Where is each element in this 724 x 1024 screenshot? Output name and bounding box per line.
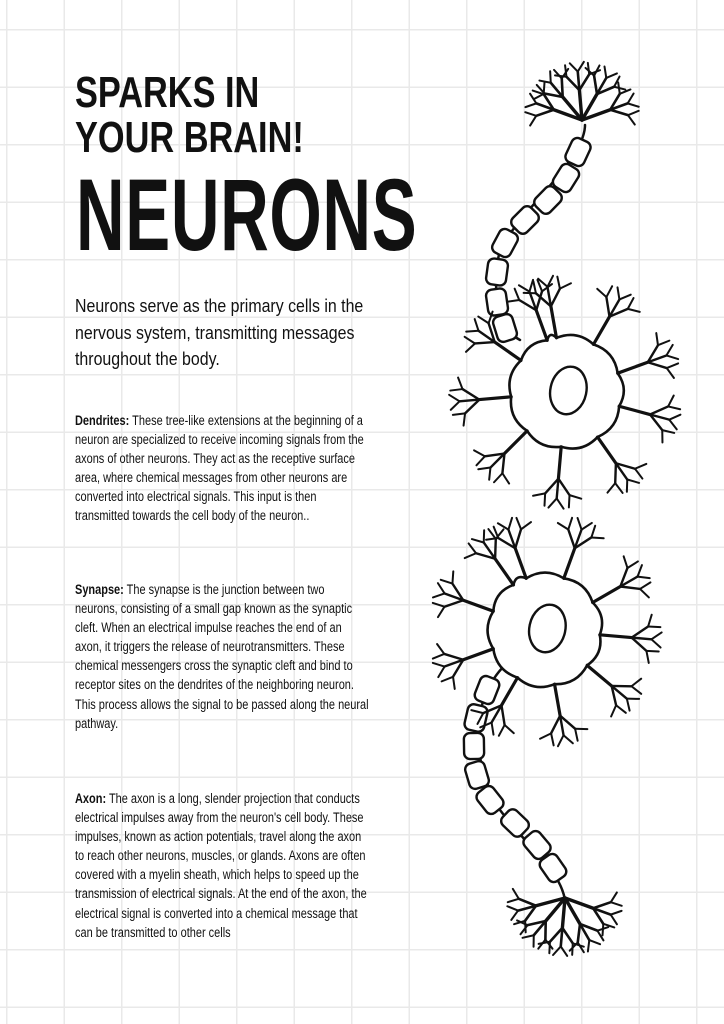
dendrite-branch bbox=[502, 678, 518, 706]
dendrite-branch bbox=[624, 556, 628, 568]
dendrite-branch bbox=[433, 663, 445, 667]
dendrite-branch bbox=[632, 626, 648, 637]
section-term: Synapse: bbox=[75, 582, 124, 597]
dendrite-branch bbox=[533, 493, 545, 495]
dendrite-branch bbox=[628, 115, 635, 124]
myelin-sheath-segment bbox=[499, 807, 532, 839]
dendrite-branch bbox=[499, 725, 505, 736]
dendrite-branch bbox=[540, 733, 551, 738]
dendrite-branch bbox=[635, 464, 646, 469]
dendrite-branch bbox=[598, 437, 616, 463]
dendrite-branch bbox=[548, 498, 556, 507]
myelin-sheath-segment bbox=[485, 258, 508, 286]
dendrite-branch bbox=[438, 667, 444, 678]
dendrite-branch bbox=[502, 705, 505, 725]
dendrite-branch bbox=[558, 523, 568, 530]
myelin-sheath-segment bbox=[509, 204, 542, 237]
dendrite-branch bbox=[627, 480, 639, 483]
myelin-sheath-segment bbox=[464, 733, 484, 759]
dendrite-branch bbox=[611, 902, 622, 906]
dendrite-branch bbox=[618, 362, 648, 373]
dendrite-branch bbox=[638, 577, 650, 578]
dendrite-branch bbox=[433, 654, 444, 659]
dendrite-branch bbox=[638, 565, 642, 576]
dendrite-branch bbox=[444, 600, 463, 606]
dendrite-branch bbox=[582, 523, 592, 530]
dendrite-branch bbox=[507, 906, 518, 910]
dendrite-branch bbox=[611, 915, 617, 925]
dendrite-branch bbox=[492, 723, 494, 735]
dendrite-branch bbox=[617, 287, 619, 299]
dendrite-branch bbox=[554, 70, 562, 79]
dendrite-branch bbox=[553, 946, 561, 955]
dendrite-branch bbox=[452, 571, 453, 583]
dendrite-branch bbox=[593, 902, 611, 908]
intro-text: Neurons serve as the primary cells in the nervous system, transmitting messages throughout the body. bbox=[75, 295, 364, 369]
myelin-sheath-segment bbox=[485, 288, 508, 317]
dendrite-branch bbox=[668, 395, 674, 406]
dendrite-branch bbox=[478, 317, 488, 324]
dendrite-branch bbox=[606, 286, 612, 297]
dendrite-branch bbox=[466, 331, 478, 332]
dendrite-branch bbox=[669, 420, 677, 430]
dendrite-branch bbox=[438, 607, 445, 617]
dendrite-branch bbox=[610, 110, 628, 115]
dendrite-branch bbox=[587, 665, 612, 686]
dendrite-branch bbox=[544, 83, 545, 95]
dendrite-branch bbox=[441, 580, 453, 584]
dendrite-branch bbox=[544, 493, 545, 505]
dendrite-branch bbox=[656, 333, 658, 345]
dendrite-branch bbox=[666, 345, 672, 356]
dendrite-branch bbox=[620, 587, 640, 589]
dendrite-branch bbox=[564, 548, 575, 578]
dendrite-branch bbox=[588, 940, 589, 951]
dendrite-branch bbox=[627, 699, 630, 711]
dendrite-branch bbox=[558, 447, 561, 479]
section-text: These tree-like extensions at the beginning of a neuron are specialized to receive incoming signals from the axons of other neurons. They act as the receptive surface area, where chemical messages from other neurons are converted into electrical signals. This input is then transmitted towards the cell body of the neuron.. bbox=[75, 413, 364, 524]
dendrite-branch bbox=[555, 684, 561, 716]
dendrite-branch bbox=[667, 368, 674, 378]
dendrite-branch bbox=[551, 306, 557, 338]
dendrite-branch bbox=[557, 498, 564, 508]
dendrite-branch bbox=[551, 733, 554, 745]
dendrite-branch bbox=[478, 468, 490, 470]
dendrite-branch bbox=[502, 473, 509, 483]
dendrite-branch bbox=[495, 559, 513, 585]
dendrite-branch bbox=[433, 603, 445, 607]
dendrite-branch bbox=[588, 63, 589, 74]
dendrite-branch bbox=[523, 935, 534, 938]
dendrite-branch bbox=[658, 341, 669, 346]
dendrite-branch bbox=[650, 406, 668, 414]
dendrite-branch bbox=[551, 289, 560, 307]
dendrite-branch bbox=[551, 716, 560, 734]
dendrite-branch bbox=[635, 469, 642, 479]
dendrite-branch bbox=[458, 378, 462, 389]
dendrite-branch bbox=[442, 677, 453, 682]
section-term: Dendrites: bbox=[75, 413, 130, 428]
dendrite-branch bbox=[575, 729, 578, 741]
dendrite-branch bbox=[619, 295, 630, 300]
dendrite-branch bbox=[449, 395, 459, 402]
dendrite-branch bbox=[589, 940, 600, 944]
dendrite-branch bbox=[505, 725, 514, 733]
dendrite-branch bbox=[433, 593, 445, 597]
dendrite-branch bbox=[611, 892, 617, 902]
dendrite-branch bbox=[463, 649, 493, 660]
dendrite-branch bbox=[591, 526, 595, 538]
dendrite-branch bbox=[646, 651, 648, 663]
dendrite-branch bbox=[578, 518, 582, 530]
dendrite-branch bbox=[515, 289, 520, 300]
dendrite-branch bbox=[516, 518, 521, 529]
dendrite-branch bbox=[667, 363, 678, 368]
dendrite-branch bbox=[564, 735, 573, 743]
dendrite-branch bbox=[533, 281, 536, 293]
dendrite-branch bbox=[519, 899, 536, 906]
dendrite-branch bbox=[475, 319, 479, 331]
dendrite-branch bbox=[511, 911, 518, 920]
dendrite-branch bbox=[615, 483, 622, 493]
dendrite-branch bbox=[474, 450, 485, 456]
dendrite-branch bbox=[475, 342, 495, 343]
dendrite-branch bbox=[508, 518, 512, 530]
dendrite-branch bbox=[451, 401, 460, 410]
dendrite-branch bbox=[529, 280, 533, 292]
subtitle-line-2: YOUR BRAIN! bbox=[75, 113, 304, 162]
dendrite-branch bbox=[578, 62, 584, 72]
dendrite-branch bbox=[640, 589, 649, 598]
dendrite-branch bbox=[640, 582, 650, 589]
section-text: The synapse is the junction between two neurons, consisting of a small gap known as the synaptic cleft. When an electrical impulse reaches the end of an axon, it triggers the release of neurotransmitters. These chemical messengers cross the synaptic cleft and bind to receptor sites on the dendrites of the neighboring neuron. This process allows the signal to be passed along the neural pathway. bbox=[75, 582, 369, 731]
dendrite-branch bbox=[536, 310, 547, 340]
dendrite-branch bbox=[648, 626, 660, 627]
dendrite-branch bbox=[550, 71, 551, 83]
dendrite-branch bbox=[438, 583, 445, 593]
dendrite-branch bbox=[604, 67, 606, 78]
myelin-sheath-segment bbox=[492, 313, 519, 344]
dendrite-branch bbox=[651, 632, 661, 639]
dendrite-branch bbox=[646, 651, 658, 652]
myelin-sheath-segment bbox=[490, 227, 520, 259]
dendrite-branch bbox=[628, 309, 640, 312]
dendrite-branch bbox=[619, 406, 650, 414]
dendrite-branch bbox=[466, 343, 475, 351]
dendrite-branch bbox=[464, 413, 465, 425]
section-term: Axon: bbox=[75, 791, 107, 806]
dendrite-branch bbox=[666, 355, 678, 359]
dendrite-branch bbox=[519, 285, 530, 291]
dendrite-branch bbox=[628, 111, 639, 115]
dendrite-branch bbox=[651, 639, 660, 647]
dendrite-branch bbox=[662, 430, 674, 433]
dendrite-branch bbox=[578, 924, 580, 942]
dendrite-branch bbox=[453, 413, 465, 414]
dendrite-branch bbox=[465, 553, 476, 558]
dendrite-branch bbox=[463, 600, 493, 611]
dendrite-branch bbox=[594, 317, 610, 345]
dendrite-branch bbox=[611, 705, 616, 716]
dendrite-branch bbox=[570, 63, 578, 71]
page-title-text: NEURONS bbox=[76, 158, 418, 272]
dendrite-branch bbox=[627, 561, 637, 568]
dendrite-branch bbox=[628, 93, 634, 103]
dendrite-branch bbox=[568, 529, 574, 548]
dendrite-branch bbox=[444, 654, 463, 660]
dendrite-branch bbox=[463, 389, 480, 400]
dendrite-branch bbox=[557, 277, 560, 289]
dendrite-branch bbox=[465, 337, 475, 344]
dendrite-branch bbox=[631, 679, 641, 687]
dendrite-branch bbox=[648, 615, 652, 627]
dendrite-branch bbox=[616, 705, 626, 713]
section-text: The axon is a long, slender projection that conducts electrical impulses away from the neuron's cell body. These impulses, known as action potentials, travel along the axon to reach other neurons, muscles, or glands. Axons are often covered with a myelin sheath, which helps to speed up the transmission of electrical signals. At the end of the axon, the electrical signal is converted into a chemical message that can be transmitted to other cells bbox=[75, 791, 367, 940]
dendrite-branch bbox=[569, 495, 570, 507]
dendrite-branch bbox=[669, 415, 680, 420]
dendrite-branch bbox=[437, 644, 444, 654]
dendrite-branch bbox=[504, 431, 527, 454]
subtitle-line-1: SPARKS IN bbox=[75, 68, 260, 117]
cell-body bbox=[488, 573, 603, 688]
dendrite-branch bbox=[579, 74, 589, 90]
dendrite-branch bbox=[570, 495, 582, 499]
dendrite-branch bbox=[525, 103, 536, 107]
dendrite-branch bbox=[631, 686, 641, 694]
dendrite-branch bbox=[603, 924, 604, 936]
dendrite-branch bbox=[606, 73, 617, 78]
dendrite-branch bbox=[453, 677, 455, 689]
dendrite-branch bbox=[558, 735, 564, 746]
dendrite-branch bbox=[562, 78, 563, 97]
dendrite-branch bbox=[525, 921, 526, 933]
dendrite-branch bbox=[560, 283, 571, 288]
dendrite-branch bbox=[494, 473, 502, 482]
dendrite-branch bbox=[578, 72, 580, 91]
dendrite-branch bbox=[479, 397, 511, 400]
dendrite-branch bbox=[489, 468, 490, 480]
myelin-sheath-segment bbox=[463, 703, 488, 733]
dendrite-branch bbox=[521, 522, 531, 529]
dendrite-branch bbox=[469, 543, 476, 553]
dendrite-branch bbox=[668, 406, 680, 409]
dendrite-branch bbox=[450, 389, 462, 390]
dendrite-branch bbox=[591, 537, 603, 538]
dendrite-branch bbox=[615, 463, 616, 483]
dendrite-branch bbox=[562, 928, 572, 943]
dendrite-branch bbox=[515, 529, 521, 548]
dendrite-branch bbox=[558, 479, 569, 495]
dendrite-branch bbox=[611, 911, 622, 915]
dendrite-branch bbox=[515, 548, 526, 578]
dendrite-branch bbox=[606, 297, 609, 317]
dendrite-branch bbox=[495, 539, 496, 559]
dendrite-branch bbox=[628, 103, 639, 106]
dendrite-branch bbox=[530, 116, 536, 126]
dendrite-branch bbox=[507, 300, 519, 302]
dendrite-branch bbox=[472, 539, 484, 542]
dendrite-branch bbox=[495, 342, 521, 360]
dendrite-branch bbox=[594, 76, 597, 94]
dendrite-branch bbox=[628, 298, 634, 309]
dendrite-branch bbox=[525, 112, 536, 116]
dendrite-branch bbox=[513, 889, 519, 899]
dendrite-branch bbox=[568, 518, 572, 530]
dendrite-branch bbox=[536, 110, 554, 116]
myelin-sheath-segment bbox=[473, 674, 501, 706]
dendrite-branch bbox=[476, 456, 484, 465]
dendrite-branch bbox=[648, 362, 667, 368]
dendrite-branch bbox=[600, 635, 632, 638]
dendrite-branch bbox=[607, 483, 615, 493]
dendrite-branch bbox=[508, 899, 519, 902]
dendrite-branch bbox=[561, 946, 567, 956]
dendrite-branch bbox=[618, 82, 620, 93]
dendrite-branch bbox=[593, 587, 621, 603]
dendrite-branch bbox=[597, 289, 606, 297]
